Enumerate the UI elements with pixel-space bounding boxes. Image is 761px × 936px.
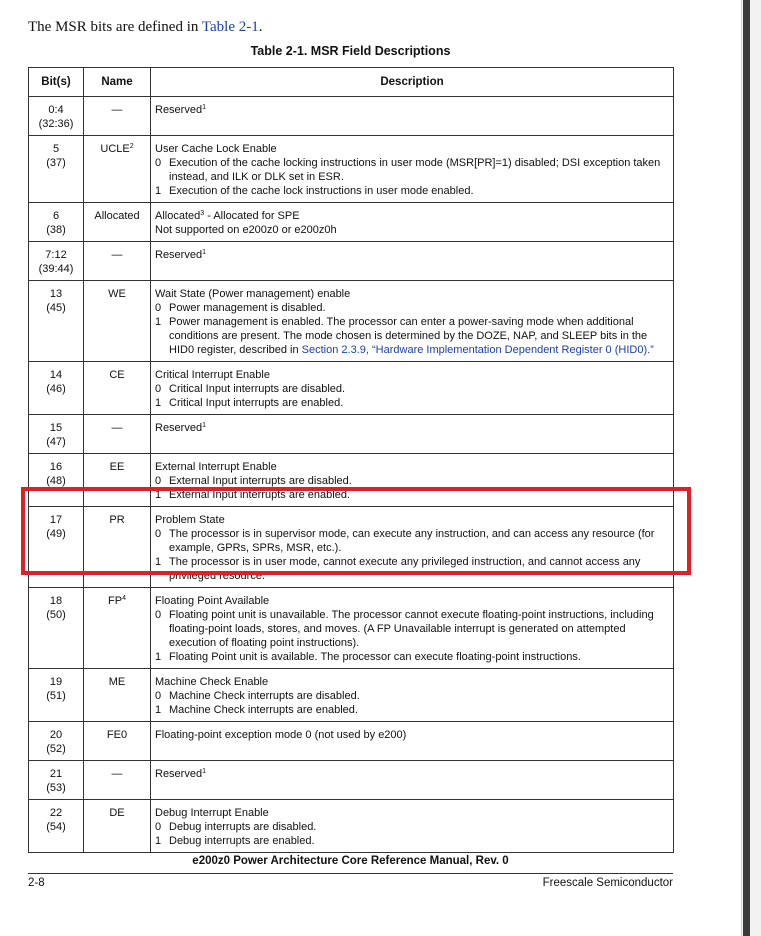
field-name: — (111, 249, 123, 261)
bits-cell (29, 281, 84, 362)
bits-value: 21 (49, 768, 63, 780)
description-cell (151, 242, 674, 281)
option-value: 0 (155, 821, 162, 833)
option-text (169, 301, 669, 315)
bits-cell (29, 588, 84, 669)
option-text (169, 650, 669, 664)
option-line (155, 382, 669, 396)
field-name: PR (109, 514, 125, 526)
bits-alt-value: (50) (46, 609, 66, 621)
name-cell (84, 722, 151, 761)
option-value: 1 (155, 316, 162, 328)
option-value: 1 (155, 651, 162, 663)
description-cell (151, 136, 674, 203)
table-row (29, 203, 674, 242)
bits-value: 16 (49, 461, 63, 473)
table-row (29, 588, 674, 669)
table-header-row (29, 68, 674, 97)
bits-alt-value: (39:44) (38, 263, 74, 275)
bits-alt-value: (49) (46, 528, 66, 540)
bits-value: 5 (52, 143, 60, 155)
option-description: Power management is enabled. The processor can enter a power-saving mode when additional conditions are present. The mode chosen is determined by the DOZE, NAP, and SLEEP bits in the HID0 register, described in (169, 316, 648, 356)
option-text (169, 488, 669, 502)
description-note: Not supported on e200z0 or e200z0h (155, 224, 337, 236)
option-description: The processor is in supervisor mode, can execute any instruction, and can access any resource (for example, GPRs, SPRs, MSR, etc.). (169, 528, 655, 554)
bits-alt-value: (37) (46, 157, 66, 169)
table-row (29, 454, 674, 507)
scrollbar-thumb[interactable] (743, 0, 750, 936)
footnote-ref[interactable]: 1 (202, 249, 206, 256)
section-link[interactable]: Section 2.3.9, “Hardware Implementation Dependent Register 0 (HID0).” (301, 344, 654, 356)
table-row (29, 362, 674, 415)
intro-text: The MSR bits are defined in (28, 19, 202, 35)
option-value: 0 (155, 528, 162, 540)
name-cell (84, 415, 151, 454)
description-title (155, 287, 669, 301)
footer-title: e200z0 Power Architecture Core Reference Manual, Rev. 0 (192, 855, 509, 867)
bits-alt-value: (51) (46, 690, 66, 702)
option-text (169, 315, 669, 357)
footnote-ref[interactable]: 1 (202, 422, 206, 429)
option-line (155, 689, 669, 703)
name-cell (84, 97, 151, 136)
option-text (169, 382, 669, 396)
description-title-text: Debug Interrupt Enable (155, 807, 269, 819)
description-cell (151, 281, 674, 362)
description-cell (151, 203, 674, 242)
bits-value: 0:4 (48, 104, 64, 116)
footnote-ref[interactable]: 1 (202, 104, 206, 111)
field-name: UCLE (100, 143, 130, 155)
option-description: Critical Input interrupts are disabled. (169, 383, 346, 395)
bits-value: 19 (49, 676, 63, 688)
description-title (155, 675, 669, 689)
description-title (155, 209, 669, 223)
name-cell (84, 800, 151, 853)
description-cell (151, 761, 674, 800)
table-row (29, 281, 674, 362)
option-description: Floating point unit is unavailable. The processor cannot execute floating-point instructions, including floating-point loads, stores, and moves. (A FP Unavailable interrupt is generated on attempted execution of floating point instructions). (169, 609, 654, 649)
option-value: 1 (155, 704, 162, 716)
table-row (29, 800, 674, 853)
description-title-text: Floating-point exception mode 0 (not used by e200) (155, 729, 407, 741)
option-description: Machine Check interrupts are disabled. (169, 690, 360, 702)
header-name: Name (84, 68, 151, 97)
bits-value: 15 (49, 422, 63, 434)
option-line (155, 703, 669, 717)
option-description: Power management is disabled. (169, 302, 326, 314)
description-title (155, 728, 669, 742)
option-text (169, 396, 669, 410)
option-line (155, 834, 669, 848)
table-row (29, 136, 674, 203)
option-text (169, 820, 669, 834)
bits-cell (29, 454, 84, 507)
table-row (29, 722, 674, 761)
bits-value: 17 (49, 514, 63, 526)
option-description: External Input interrupts are disabled. (169, 475, 352, 487)
description-title (155, 421, 669, 435)
option-value: 0 (155, 690, 162, 702)
bits-alt-value: (45) (46, 302, 66, 314)
name-cell (84, 588, 151, 669)
description-title-text: Critical Interrupt Enable (155, 369, 270, 381)
description-title (155, 103, 669, 117)
option-text (169, 184, 669, 198)
option-line (155, 474, 669, 488)
option-line (155, 555, 669, 583)
description-title (155, 368, 669, 382)
description-title (155, 767, 669, 781)
description-title-text: Reserved (155, 768, 203, 780)
header-bits: Bit(s) (29, 68, 84, 97)
description-title-text: Wait State (Power management) enable (155, 288, 351, 300)
description-cell (151, 507, 674, 588)
option-description: The processor is in user mode, cannot execute any privileged instruction, and cannot access any privileged resource. (169, 556, 641, 582)
name-cell (84, 136, 151, 203)
bits-cell (29, 415, 84, 454)
table-row (29, 242, 674, 281)
name-cell (84, 242, 151, 281)
table-row (29, 761, 674, 800)
bits-value: 22 (49, 807, 63, 819)
option-value: 0 (155, 383, 162, 395)
option-text (169, 834, 669, 848)
table-row (29, 669, 674, 722)
option-line (155, 184, 669, 198)
description-title-text: User Cache Lock Enable (155, 143, 277, 155)
field-name: WE (108, 288, 126, 300)
description-cell (151, 800, 674, 853)
bits-cell (29, 242, 84, 281)
option-value: 0 (155, 157, 162, 169)
bits-alt-value: (38) (46, 224, 66, 236)
footer-divider (28, 873, 673, 874)
name-cell (84, 454, 151, 507)
company-name: Freescale Semiconductor (542, 877, 673, 889)
option-text (169, 555, 669, 583)
bits-cell (29, 669, 84, 722)
bits-alt-value: (47) (46, 436, 66, 448)
field-name: — (111, 104, 123, 116)
option-text (169, 703, 669, 717)
option-text (169, 527, 669, 555)
name-cell (84, 281, 151, 362)
option-value: 0 (155, 609, 162, 621)
option-line (155, 608, 669, 650)
field-name: — (111, 768, 123, 780)
bits-value: 13 (49, 288, 63, 300)
option-line (155, 396, 669, 410)
bits-cell (29, 97, 84, 136)
option-line (155, 301, 669, 315)
option-description: Debug interrupts are enabled. (169, 835, 315, 847)
description-cell (151, 362, 674, 415)
option-text (169, 156, 669, 184)
description-cell (151, 722, 674, 761)
option-description: Execution of the cache lock instructions in user mode enabled. (169, 185, 474, 197)
description-title (155, 806, 669, 820)
description-title-text: Allocated (155, 210, 201, 222)
description-cell (151, 588, 674, 669)
option-value: 1 (155, 397, 162, 409)
bits-cell (29, 203, 84, 242)
option-line (155, 488, 669, 502)
intro-period: . (258, 19, 263, 35)
bits-value: 14 (49, 369, 63, 381)
field-name: CE (109, 369, 125, 381)
bits-alt-value: (32:36) (38, 118, 74, 130)
table-link[interactable]: Table 2-1 (201, 19, 259, 35)
option-value: 1 (155, 835, 162, 847)
bits-cell (29, 800, 84, 853)
field-name: ME (108, 676, 126, 688)
table-row (29, 415, 674, 454)
msr-table (28, 67, 674, 853)
option-line (155, 315, 669, 357)
description-title-text: Reserved (155, 422, 203, 434)
bits-cell (29, 136, 84, 203)
description-title-text: Floating Point Available (155, 595, 270, 607)
description-cell (151, 454, 674, 507)
footnote-ref[interactable]: 4 (122, 595, 126, 602)
footnote-ref[interactable]: 1 (202, 768, 206, 775)
vertical-scrollbar[interactable] (741, 0, 761, 936)
footnote-ref[interactable]: 3 (200, 210, 205, 217)
option-description: Floating Point unit is available. The processor can execute floating-point instructions. (169, 651, 581, 663)
description-cell (151, 669, 674, 722)
name-cell (84, 761, 151, 800)
name-cell (84, 507, 151, 588)
bits-cell (29, 761, 84, 800)
field-name: DE (109, 807, 125, 819)
description-title-suffix: - Allocated for SPE (204, 210, 300, 222)
header-description: Description (151, 68, 674, 97)
option-value: 0 (155, 302, 162, 314)
option-value: 1 (155, 489, 162, 501)
description-title-text: Reserved (155, 104, 203, 116)
description-title-text: Machine Check Enable (155, 676, 269, 688)
bits-value: 20 (49, 729, 63, 741)
option-description: Execution of the cache locking instructions in user mode (MSR[PR]=1) disabled; DSI exception taken instead, and ILK or DLK set in ESR. (169, 157, 661, 183)
description-title (155, 513, 669, 527)
option-description: Machine Check interrupts are enabled. (169, 704, 358, 716)
bits-alt-value: (54) (46, 821, 66, 833)
option-line (155, 650, 669, 664)
option-text (169, 474, 669, 488)
description-cell (151, 97, 674, 136)
field-name: FP (108, 595, 123, 607)
description-title (155, 460, 669, 474)
bits-alt-value: (48) (46, 475, 66, 487)
table-row (29, 507, 674, 588)
field-name: Allocated (94, 210, 140, 222)
option-line (155, 527, 669, 555)
bits-cell (29, 722, 84, 761)
description-cell (151, 415, 674, 454)
bits-alt-value: (46) (46, 383, 66, 395)
option-text (169, 608, 669, 650)
option-line (155, 820, 669, 834)
field-name: FE0 (106, 729, 128, 741)
field-name: EE (109, 461, 125, 473)
field-name: — (111, 422, 123, 434)
page-number: 2-8 (28, 877, 45, 889)
name-cell (84, 362, 151, 415)
intro-paragraph (28, 19, 262, 36)
footnote-ref[interactable]: 2 (129, 143, 134, 150)
description-title (155, 594, 669, 608)
option-description: External Input interrupts are enabled. (169, 489, 351, 501)
option-value: 1 (155, 185, 162, 197)
option-description: Critical Input interrupts are enabled. (169, 397, 344, 409)
bits-cell (29, 507, 84, 588)
option-text (169, 689, 669, 703)
bits-value: 18 (49, 595, 63, 607)
description-title-text: Problem State (155, 514, 225, 526)
bits-value: 6 (52, 210, 60, 222)
option-value: 1 (155, 556, 162, 568)
bits-alt-value: (53) (46, 782, 66, 794)
description-title (155, 248, 669, 262)
option-line (155, 156, 669, 184)
description-title-text: Reserved (155, 249, 203, 261)
name-cell (84, 203, 151, 242)
bits-value: 7:12 (45, 249, 67, 261)
table-caption: Table 2-1. MSR Field Descriptions (250, 44, 451, 58)
description-title (155, 142, 669, 156)
description-title-text: External Interrupt Enable (155, 461, 277, 473)
bits-alt-value: (52) (46, 743, 66, 755)
name-cell (84, 669, 151, 722)
option-value: 0 (155, 475, 162, 487)
bits-cell (29, 362, 84, 415)
table-row (29, 97, 674, 136)
option-description: Debug interrupts are disabled. (169, 821, 317, 833)
